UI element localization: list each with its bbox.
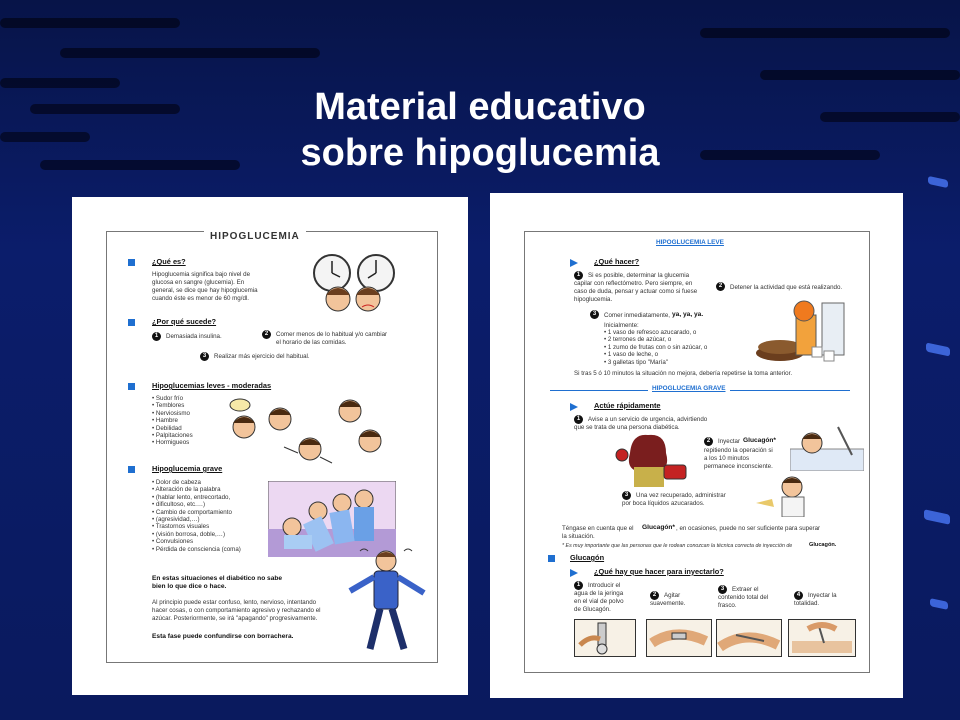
arrow-marker — [570, 569, 578, 577]
step-number: 1 — [574, 415, 583, 424]
decorative-blue-stripe — [930, 598, 948, 610]
food-drinks-illustration — [752, 297, 852, 367]
step-number: 3 — [590, 310, 599, 319]
step1-line: Si es posible, determinar la glucemia — [588, 272, 690, 279]
list-item: • dificultoso, etc.…) — [152, 501, 241, 508]
grave-step3-line: Una vez recuperado, administrar — [636, 492, 726, 499]
background-streak — [60, 48, 320, 58]
list-item: • (visión borrosa, doble,…) — [152, 531, 241, 538]
heading-que-hacer: ¿Qué hacer? — [594, 257, 640, 266]
heading-glucagon: Glucagón — [570, 553, 605, 562]
symptom-faces-illustration — [222, 389, 422, 475]
list-item: • Alteración de la palabra — [152, 486, 241, 493]
list-item: • Nerviosismo — [152, 410, 193, 417]
cause-2-line1: Comer menos de lo habitual y/o cambiar — [276, 331, 388, 338]
page-header: HIPOGLUCEMIA — [204, 231, 306, 242]
section-marker — [128, 259, 135, 266]
section-marker — [128, 319, 135, 326]
list-item: • Temblores — [152, 402, 193, 409]
inj1-line: Introducir el — [588, 582, 621, 589]
clocks-faces-illustration — [310, 251, 400, 317]
final-note: Esta fase puede confundirse con borrachera. — [152, 633, 294, 640]
section-heading-leves: Hipoglucemias leves - moderadas — [152, 381, 272, 390]
decorative-blue-stripe — [926, 342, 950, 356]
section-marker — [128, 466, 135, 473]
injection-step1-image — [574, 619, 636, 657]
injection-step4-image — [788, 619, 856, 657]
step3-bold: ya, ya, ya. — [672, 311, 704, 318]
inj2-line: suavemente. — [650, 600, 686, 607]
grave-step2-label: Inyectar — [718, 438, 741, 445]
paragraph-line: azúcar. Posteriormente, se irá "apagando" progresivamente. — [152, 615, 318, 622]
document-page-hipoglucemia — [72, 197, 468, 695]
inj4-line: Inyectar la — [808, 592, 837, 599]
glucagon-note-line2: la situación. — [562, 533, 595, 540]
band-hipoglucemia-grave: HIPOGLUCEMIA GRAVE — [648, 385, 730, 392]
inj3-line: contenido total del — [718, 594, 769, 601]
grave-step3-line: por boca líquidos azucarados. — [622, 500, 705, 507]
inj1-line: agua de la jeringa — [574, 590, 624, 597]
background-streak — [0, 18, 180, 28]
que-es-line: cuando éste es menor de 60 mg/dl. — [152, 295, 249, 302]
symptom-list-leves — [152, 395, 193, 447]
patient-injection-illustration — [790, 419, 864, 471]
decorative-blue-stripe — [924, 509, 950, 525]
inj3-line: frasco. — [718, 602, 737, 609]
symptom-list-grave — [152, 479, 241, 553]
injection-step3-image — [716, 619, 782, 657]
list-item: • Dolor de cabeza — [152, 479, 241, 486]
list-item: • Hormigueos — [152, 439, 193, 446]
glucagon-note-bold: Glucagón* — [642, 524, 675, 531]
inj4-line: totalidad. — [794, 600, 820, 607]
inj1-line: de Glucagón. — [574, 606, 611, 613]
list-item: • Sudor frío — [152, 395, 193, 402]
list-item: • Pérdida de consciencia (coma) — [152, 546, 241, 553]
step-number: 3 — [718, 585, 727, 594]
injection-step2-image — [646, 619, 712, 657]
list-item: • 1 vaso de refresco azucarado, o — [604, 329, 707, 336]
slide-title-line1: Material educativo — [314, 86, 646, 128]
section-marker — [128, 383, 135, 390]
step2-text: Detener la actividad que está realizando. — [730, 284, 843, 291]
step-number: 3 — [200, 352, 209, 361]
list-item: • Trastornos visuales — [152, 523, 241, 530]
recovery-drink-illustration — [752, 473, 812, 517]
arrow-marker — [570, 259, 578, 267]
repeat-text: Si tras 5 ó 10 minutos la situación no mejora, debería repetirse la toma anterior. — [574, 370, 793, 377]
step-number: 1 — [574, 271, 583, 280]
step-number: 2 — [650, 591, 659, 600]
initially-label: Inicialmente: — [604, 322, 639, 329]
grave-step2-bold: Glucagón* — [743, 437, 776, 444]
phone-call-illustration — [608, 431, 694, 487]
list-item: • 3 galletas tipo "María" — [604, 359, 707, 366]
background-streak — [700, 28, 950, 38]
paragraph-line: Al principio puede estar confuso, lento, nervioso, intentando — [152, 599, 317, 606]
step3-prefix: Comer inmediatamente, — [604, 312, 671, 319]
grave-step2-line: repitiendo la operación si — [704, 447, 773, 454]
background-streak — [820, 112, 960, 122]
food-list — [604, 329, 707, 366]
bold-note-line1: En estas situaciones el diabético no sabe — [152, 575, 283, 582]
step-number: 1 — [574, 581, 583, 590]
background-streak — [30, 104, 180, 114]
heading-como-inyectar: ¿Qué hay que hacer para inyectarlo? — [594, 567, 724, 576]
arrow-marker — [570, 403, 578, 411]
slide-title-line2: sobre hipoglucemia — [300, 132, 660, 174]
inj3-line: Extraer el — [732, 586, 759, 593]
cause-1: Demasiada insulina. — [166, 333, 222, 340]
footnote-bold: Glucagón. — [809, 542, 837, 548]
dizzy-man-illustration — [340, 547, 432, 657]
section-heading-por-que: ¿Por qué sucede? — [152, 317, 217, 326]
document-page-que-hacer — [490, 193, 903, 698]
list-item: • Palpitaciones — [152, 432, 193, 439]
decorative-blue-stripe — [928, 176, 948, 188]
step1-line: caso de duda, pensar y actuar como si fuese — [574, 288, 698, 295]
background-streak — [0, 78, 120, 88]
que-es-line: glucosa en sangre (glucemia). En — [152, 279, 245, 286]
list-item: • 1 zumo de frutas con o sin azúcar, o — [604, 344, 707, 351]
list-item: • Hambre — [152, 417, 193, 424]
step-number: 2 — [716, 282, 725, 291]
list-item: • Cambio de comportamiento — [152, 509, 241, 516]
footnote: * Es muy importante que las personas que le rodean conozcan la técnica correcta de inyección de — [562, 543, 793, 549]
list-item: • Debilidad — [152, 425, 193, 432]
grave-step1-line: que se trata de una persona diabética. — [574, 424, 680, 431]
heading-actue: Actúe rápidamente — [594, 401, 661, 410]
section-heading-grave: Hipoglucemia grave — [152, 464, 223, 473]
step1-line: capilar con reflectómetro. Pero siempre, en — [574, 280, 693, 287]
list-item: • Convulsiones — [152, 538, 241, 545]
grave-step2-line: a los 10 minutos — [704, 455, 750, 462]
step1-line: hipoglucemia. — [574, 296, 613, 303]
list-item: • (hablar lento, entrecortado, — [152, 494, 241, 501]
inj1-line: en el vial de polvo — [574, 598, 624, 605]
step-number: 1 — [152, 332, 161, 341]
glucagon-note-prefix: Téngase en cuenta que el — [562, 525, 634, 532]
paragraph-line: hacer cosas, o con comportamiento agresivo y rechazando el — [152, 607, 321, 614]
list-item: • 2 terrones de azúcar, o — [604, 336, 707, 343]
grave-step2-line: permanece inconsciente. — [704, 463, 773, 470]
fainting-sequence-illustration — [268, 481, 396, 557]
band-hipoglucemia-leve: HIPOGLUCEMIA LEVE — [656, 239, 724, 246]
background-streak — [760, 70, 960, 80]
que-es-line: Hipoglucemia significa bajo nivel de — [152, 271, 251, 278]
cause-2-line2: el horario de las comidas. — [276, 339, 347, 346]
section-marker — [548, 555, 555, 562]
step-number: 4 — [794, 591, 803, 600]
glucagon-note-rest: , en ocasiones, puede no ser suficiente para superar — [676, 525, 821, 532]
slide-title — [200, 84, 760, 176]
background-streak — [0, 132, 90, 142]
inj2-line: Agitar — [664, 592, 681, 599]
cause-3: Realizar más ejercicio del habitual. — [214, 353, 310, 360]
section-heading-que-es: ¿Qué es? — [152, 257, 186, 266]
list-item: • (agresividad,…) — [152, 516, 241, 523]
list-item: • 1 vaso de leche, o — [604, 351, 707, 358]
step-number: 3 — [622, 491, 631, 500]
step-number: 2 — [262, 330, 271, 339]
step-number: 2 — [704, 437, 713, 446]
bold-note-line2: bien lo que dice o hace. — [152, 583, 227, 590]
grave-step1-line: Avise a un servicio de urgencia, advirtiendo — [588, 416, 708, 423]
que-es-line: general, se dice que hay hipoglucemia — [152, 287, 258, 294]
